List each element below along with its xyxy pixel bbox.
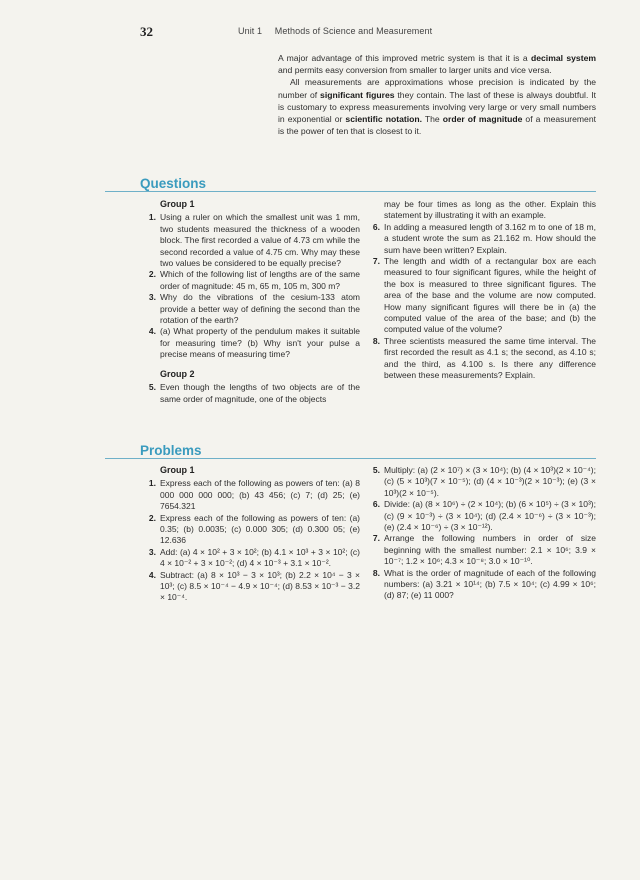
item-number: 7. bbox=[372, 533, 380, 544]
term-decimal-system: decimal system bbox=[531, 53, 596, 63]
term-scientific-notation: scientific notation. bbox=[345, 114, 422, 125]
question-item bbox=[366, 336, 596, 382]
intro-text-run: they contain. The last of these is always doubtful. It is customary to express measurements involving very large or very small numbers in exponential or bbox=[278, 89, 596, 125]
problems-group-1-heading: Group 1 bbox=[160, 465, 195, 475]
question-item bbox=[366, 222, 596, 256]
item-number: 7. bbox=[372, 256, 380, 267]
item-text: Which of the following list of lengths are of the same order of magnitude: 45 m, 65 m, 105 m, 300 m? bbox=[160, 269, 360, 291]
item-text: Express each of the following as powers of ten: (a) 8 000 000 000 000; (b) 43 456; (c) 7; (d) 25; (e) 7654.321 bbox=[160, 478, 360, 512]
question-5-continuation: may be four times as long as the other. Explain this statement by illustrating it with an example. bbox=[384, 199, 596, 221]
item-text: Subtract: (a) 8 × 10³ − 3 × 10³; (b) 2.2 × 10⁴ − 3 × 10³; (c) 8.5 × 10⁻⁴ − 4.9 × 10⁻⁴; (d) 8.53 × 10⁻³ − 3.2 × 10⁻⁴. bbox=[160, 569, 360, 603]
intro-text-run: The bbox=[422, 114, 443, 125]
item-text: Why do the vibrations of the cesium-133 atom provide a better way of defining the second than the rotation of the earth? bbox=[160, 292, 360, 326]
question-item bbox=[142, 292, 360, 326]
term-significant-figures: significant figures bbox=[320, 89, 395, 100]
item-number: 3. bbox=[148, 546, 156, 557]
questions-group-2-heading: Group 2 bbox=[160, 368, 195, 379]
problem-item bbox=[142, 570, 360, 604]
item-number: 4. bbox=[148, 326, 156, 337]
unit-label: Unit 1 bbox=[238, 26, 263, 36]
question-item bbox=[142, 212, 360, 269]
item-number: 3. bbox=[148, 292, 156, 303]
term-order-of-magnitude: order of magnitude bbox=[442, 114, 523, 125]
questions-rule bbox=[105, 191, 596, 192]
problem-item bbox=[366, 465, 596, 499]
questions-left-column bbox=[142, 199, 360, 405]
question-item bbox=[142, 326, 360, 360]
item-text: The length and width of a rectangular box are each measured to four significant figures, while the height of the box is measured to three significant figures. The area of the base and the volume are now computed. How many significant figures will there be in (a) the computed value of the area of the base; and (b) the computed value of the volume? bbox=[384, 256, 596, 335]
problems-rule bbox=[105, 458, 596, 459]
running-header bbox=[238, 26, 432, 36]
problem-item bbox=[366, 533, 596, 567]
question-item bbox=[142, 269, 360, 292]
item-text: Express each of the following as powers of ten: (a) 0.35; (b) 0.0035; (c) 0.000 305; (d) 0.300 05; (e) 12.636 bbox=[160, 512, 360, 546]
questions-title: Questions bbox=[140, 176, 207, 191]
problem-item bbox=[142, 478, 360, 512]
item-text: What is the order of magnitude of each of the following numbers: (a) 3.21 × 10¹⁴; (b) 7.5 × 10⁴; (c) 4.99 × 10⁶; (d) 87; (e) 11 000? bbox=[384, 567, 596, 601]
item-text: Three scientists measured the same time interval. The first recorded the result as 4.1 s; the second, as 4.10 s; and the third, as 4.100 s. Is there any difference between these measurements? Explain. bbox=[384, 335, 596, 381]
problems-right-column bbox=[366, 465, 596, 602]
item-text: Multiply: (a) (2 × 10⁷) × (3 × 10⁴); (b) (4 × 10³)(2 × 10⁻⁴); (c) (5 × 10³)(7 × 10⁻⁵); (d) (4 × 10⁻³)(2 × 10⁻³); (e) (3 × 10³)(2 × 10⁻⁵). bbox=[384, 465, 596, 498]
item-text: Divide: (a) (8 × 10⁶) ÷ (2 × 10⁴); (b) (6 × 10⁵) ÷ (3 × 10³); (c) (9 × 10⁻³) ÷ (3 × 10⁴); (d) (2.4 × 10⁻⁶) ÷ (3 × 10⁻³); (e) (2.4 × 10⁻⁶) ÷ (3 × 10⁻¹²). bbox=[384, 499, 596, 533]
item-text: Add: (a) 4 × 10² + 3 × 10²; (b) 4.1 × 10³ + 3 × 10²; (c) 4 × 10⁻² + 3 × 10⁻²; (d) 4 × 10⁻³ + 3.1 × 10⁻². bbox=[160, 546, 360, 569]
problem-item bbox=[142, 547, 360, 570]
item-text: In adding a measured length of 3.162 m to one of 18 m, a student wrote the sum as 21.162 m. How should the sum have been written? Explain. bbox=[384, 221, 596, 255]
item-number: 5. bbox=[148, 382, 156, 393]
item-number: 2. bbox=[148, 269, 156, 280]
intro-text-run: A major advantage of this improved metric system is that it is a bbox=[278, 53, 531, 63]
problem-item bbox=[366, 568, 596, 602]
item-text: Arrange the following numbers in order of size beginning with the smallest number: 2.1 × 10⁶; 3.9 × 10⁻⁷; 1.2 × 10⁶; 4.3 × 10⁻⁸; 3.0 × 10⁻¹⁰. bbox=[384, 533, 596, 567]
item-number: 1. bbox=[148, 212, 156, 223]
item-number: 4. bbox=[148, 569, 156, 580]
item-number: 8. bbox=[372, 335, 380, 346]
problem-item bbox=[366, 499, 596, 533]
problem-item bbox=[142, 513, 360, 547]
question-item bbox=[366, 256, 596, 336]
intro-text bbox=[278, 52, 596, 137]
questions-group-1-heading: Group 1 bbox=[160, 199, 195, 209]
item-number: 1. bbox=[148, 478, 156, 489]
chapter-title: Methods of Science and Measurement bbox=[274, 26, 433, 36]
item-number: 5. bbox=[372, 465, 380, 475]
item-text: Using a ruler on which the smallest unit was 1 mm, two students measured the thickness of a wooden block. The first recorded a value of 4.73 cm while the second recorded a value of 4.75 cm. Why may these two values be considered to be equally precise? bbox=[160, 212, 360, 269]
intro-text-run: All measurements are approximations whose precision is indicated by the number of bbox=[278, 77, 596, 100]
question-item bbox=[142, 382, 360, 405]
problems-title: Problems bbox=[140, 443, 202, 458]
questions-right-column bbox=[366, 199, 596, 382]
problems-left-column bbox=[142, 465, 360, 604]
intro-paragraph-1 bbox=[278, 52, 596, 76]
item-number: 6. bbox=[372, 499, 380, 510]
item-number: 6. bbox=[372, 221, 380, 232]
item-text: Even though the lengths of two objects are of the same order of magnitude, one of the objects bbox=[160, 382, 360, 404]
item-number: 8. bbox=[372, 567, 380, 578]
item-text: (a) What property of the pendulum makes it suitable for measuring time? (b) Why isn't your pulse a precise means of measuring time? bbox=[160, 326, 360, 360]
intro-text-run: and permits easy conversion from smaller to larger units and vice versa. bbox=[278, 65, 552, 76]
page-number: 32 bbox=[140, 24, 153, 39]
item-number: 2. bbox=[148, 512, 156, 523]
intro-paragraph-2 bbox=[278, 76, 596, 137]
intro-text-run: of a measurement is the power of ten that is closest to it. bbox=[278, 114, 596, 137]
